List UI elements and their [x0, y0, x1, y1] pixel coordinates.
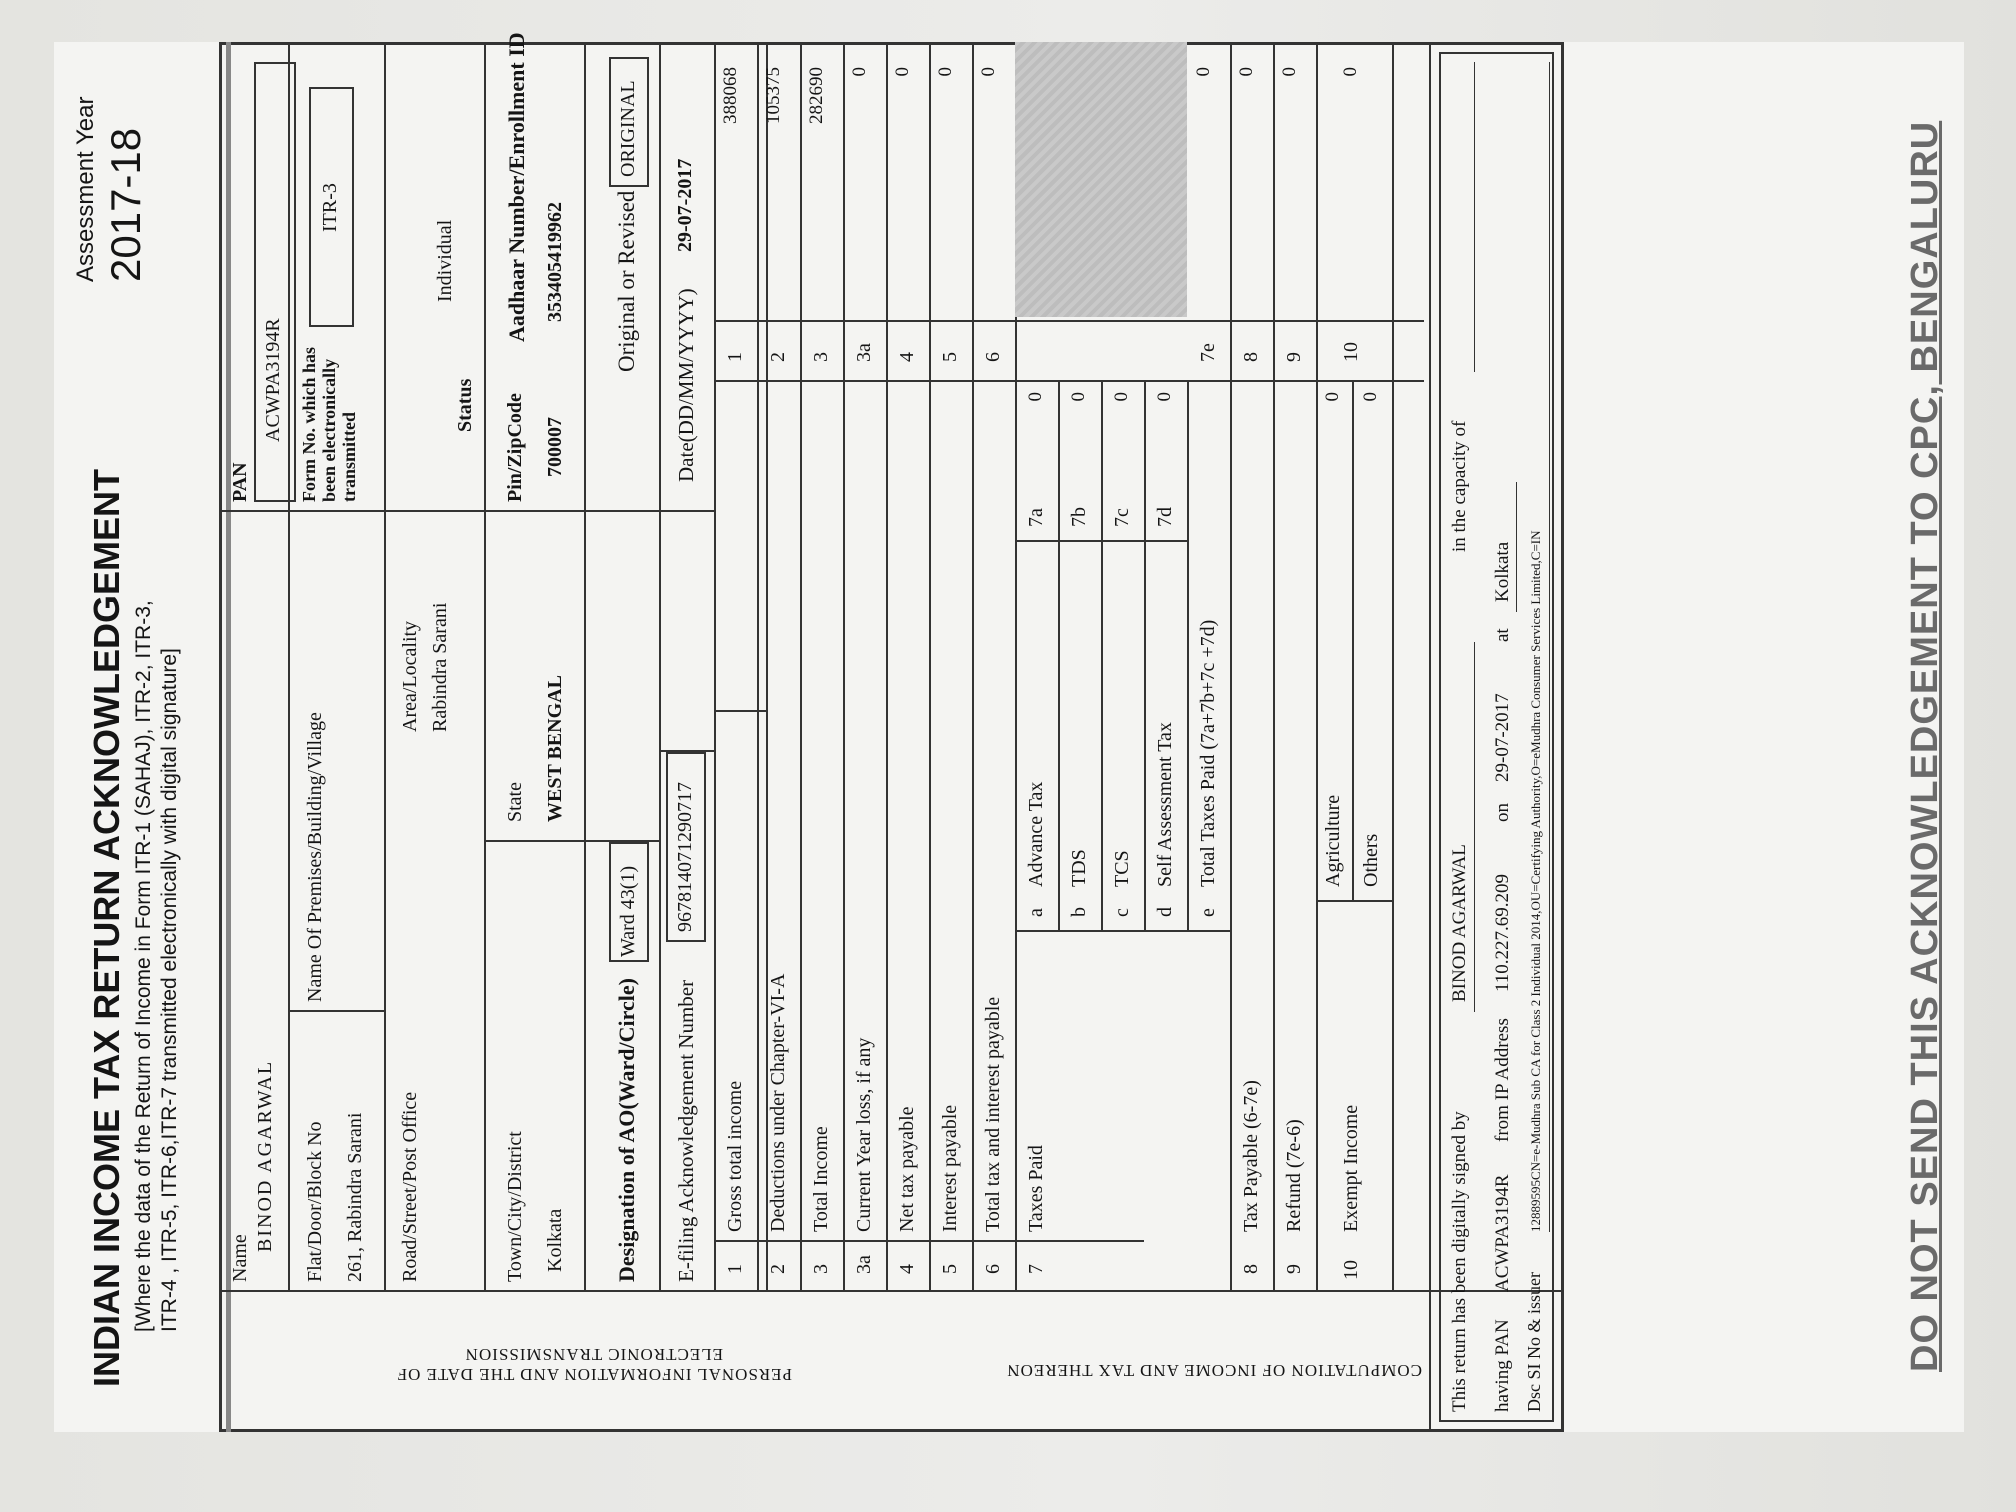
row-ref: 5: [939, 352, 961, 362]
tax-item-label: TCS: [1111, 850, 1133, 887]
area-label: Area/Locality: [399, 620, 421, 732]
area-value: Rabindra Sarani: [429, 602, 451, 732]
status-label: Status: [454, 378, 476, 432]
row-value: 282690: [806, 67, 827, 124]
aadhaar-label: Aadhaar Number/Enrollment ID: [504, 32, 529, 342]
row-ref: 3a: [853, 343, 875, 362]
row-label: Interest payable: [939, 1104, 961, 1232]
pan-value: ACWPA3194R: [262, 318, 284, 442]
at-text: at: [1492, 628, 1513, 642]
assessment-year-label: Assessment Year: [72, 96, 99, 282]
row-ref: 6: [982, 352, 1004, 362]
tax-item-letter: a: [1025, 908, 1047, 917]
flat-label: Flat/Door/Block No: [304, 1121, 326, 1282]
row-label: Tax Payable (6-7e): [1240, 1080, 1262, 1232]
row-number: 2: [767, 1264, 789, 1274]
having-pan-text: having PAN: [1492, 1319, 1513, 1412]
do-not-send-notice: DO NOT SEND THIS ACKNOWLEDGEMENT TO CPC, BENGALURU: [1904, 120, 1946, 1372]
date-value: 29-07-2017: [674, 158, 696, 252]
footer-pan: ACWPA3194R: [1492, 1174, 1513, 1292]
row-number: 7: [1025, 1264, 1047, 1274]
row-number: 3: [810, 1264, 832, 1274]
ack-value: 967814071290717: [674, 782, 696, 932]
dsc-value: 12889595CN=e-Mudhra Sub CA for Class 2 Individual 2014,OU=Certifying Authority,O=eMudhra Consumer Services Limited,C=IN: [1528, 530, 1543, 1232]
taxes-paid-label: Taxes Paid: [1025, 1145, 1047, 1232]
row-ref: 8: [1240, 352, 1262, 362]
row-label: Refund (7e-6): [1283, 1119, 1305, 1232]
row-label: Total Income: [810, 1126, 832, 1232]
row-label: Gross total income: [724, 1080, 746, 1232]
row-value: 105375: [763, 67, 784, 124]
tax-item-ref: 7b: [1068, 507, 1090, 527]
others-label: Others: [1360, 833, 1382, 887]
tax-item-label: TDS: [1068, 849, 1090, 887]
row-value: 0: [849, 67, 870, 77]
capacity-text: in the capacity of: [1449, 420, 1470, 552]
pin-value: 700007: [544, 417, 566, 477]
row-number: 4: [896, 1264, 918, 1274]
town-value: Kolkata: [544, 1208, 566, 1272]
row-value: 0: [1236, 67, 1257, 77]
road-label: Road/Street/Post Office: [399, 1091, 421, 1282]
row-ref: 9: [1283, 352, 1305, 362]
side-label-computation: COMPUTATION OF INCOME AND TAX THEREON: [1006, 1361, 1422, 1380]
row-ref: 7e: [1197, 343, 1219, 362]
redacted-area: [1015, 42, 1187, 317]
agriculture-value: 0: [1322, 392, 1343, 402]
tax-item-ref: 7c: [1111, 508, 1133, 527]
row-ref: 4: [896, 352, 918, 362]
ip-value: 110.227.69.209: [1492, 873, 1513, 992]
town-label: Town/City/District: [504, 1131, 526, 1282]
state-value: WEST BENGAL: [544, 675, 566, 822]
state-label: State: [504, 782, 526, 822]
pin-label: Pin/ZipCode: [504, 393, 526, 502]
exempt-label: Exempt Income: [1340, 1104, 1362, 1232]
tax-item-letter: c: [1111, 908, 1133, 917]
tax-item-label: Self Assessment Tax: [1154, 722, 1176, 887]
row-number: 3a: [853, 1255, 875, 1274]
form-no-value: ITR-3: [319, 183, 341, 232]
tax-item-ref: 7a: [1025, 508, 1047, 527]
assessment-year: 2017-18: [102, 127, 149, 282]
row-number: 8: [1240, 1264, 1262, 1274]
original-revised-label: Original or Revised: [614, 190, 639, 372]
row-value: 0: [978, 67, 999, 77]
row-number: 9: [1283, 1264, 1305, 1274]
form-no-label: Form No. which has been electronically transmitted: [299, 346, 359, 502]
row-number: 1: [724, 1264, 746, 1274]
tax-item-value: 0: [1025, 392, 1046, 402]
signed-text: This return has been digitally signed by: [1449, 1111, 1470, 1412]
status-value: Individual: [434, 219, 456, 302]
row-label: Current Year loss, if any: [853, 1037, 875, 1232]
row-number: 6: [982, 1264, 1004, 1274]
row-ref: 3: [810, 352, 832, 362]
row-number: 5: [939, 1264, 961, 1274]
tax-item-letter: b: [1068, 907, 1090, 917]
tax-total-label: Total Taxes Paid (7a+7b+7c +7d): [1197, 619, 1219, 887]
ao-label: Designation of AO(Ward/Circle): [614, 978, 639, 1282]
acknowledgement-sheet: [54, 32, 1964, 1432]
row-value: 0: [935, 67, 956, 77]
form-title: INDIAN INCOME TAX RETURN ACKNOWLEDGEMENT: [86, 469, 127, 1387]
agriculture-label: Agriculture: [1322, 794, 1344, 887]
row-label: Total tax and interest payable: [982, 996, 1004, 1232]
name-label: Name: [229, 1234, 251, 1282]
tax-item-value: 0: [1068, 392, 1089, 402]
row-value: 0: [892, 67, 913, 77]
ao-value: Ward 43(1): [617, 865, 639, 957]
tax-item-ref: 7d: [1154, 507, 1176, 527]
date-label: Date(DD/MM/YYYY): [674, 288, 698, 482]
tax-item-letter: e: [1197, 908, 1219, 917]
place-value: Kolkata: [1492, 541, 1513, 602]
row-ref: 1: [724, 352, 746, 362]
aadhaar-value: 353405419962: [544, 202, 566, 322]
row-value: 0: [1340, 67, 1361, 77]
tax-item-value: 0: [1154, 392, 1175, 402]
from-ip-text: from IP Address: [1492, 1018, 1513, 1142]
form-subtitle-line1: [Where the data of the Return of Income in Form ITR-1 (SAHAJ), ITR-2, ITR-3,: [132, 600, 155, 1332]
row-value: 0: [1279, 67, 1300, 77]
row-label: Net tax payable: [896, 1106, 918, 1232]
taxpayer-name: BINOD AGARWAL: [254, 1059, 276, 1252]
ack-label: E-filing Acknowledgement Number: [674, 979, 698, 1282]
original-revised-value: ORIGINAL: [617, 80, 639, 177]
on-text: on: [1492, 803, 1513, 822]
flat-value: 261, Rabindra Sarani: [344, 1112, 366, 1282]
row-ref: 2: [767, 352, 789, 362]
pan-label: PAN: [229, 462, 251, 502]
dsc-label: Dsc SI No & issuer: [1524, 1272, 1544, 1412]
others-value: 0: [1360, 392, 1381, 402]
sign-date: 29-07-2017: [1492, 693, 1513, 782]
tax-item-label: Advance Tax: [1025, 781, 1047, 887]
row-value: 388068: [720, 67, 741, 124]
row-ref: 10: [1340, 342, 1362, 362]
signer-name: BINOD AGARWAL: [1449, 844, 1470, 1002]
tax-item-value: 0: [1111, 392, 1132, 402]
row-number: 10: [1340, 1260, 1362, 1280]
form-subtitle-line2: ITR-4 , ITR-5, ITR-6,ITR-7 transmitted electronically with digital signature]: [158, 648, 181, 1332]
side-label-personal: PERSONAL INFORMATION AND THE DATE OF ELECTRONIC TRANSMISSION: [396, 1345, 792, 1384]
row-label: Deductions under Chapter-VI-A: [767, 973, 789, 1232]
premises-label: Name Of Premises/Building/Village: [304, 712, 326, 1002]
tax-item-letter: d: [1154, 907, 1176, 917]
row-value: 0: [1193, 67, 1214, 77]
